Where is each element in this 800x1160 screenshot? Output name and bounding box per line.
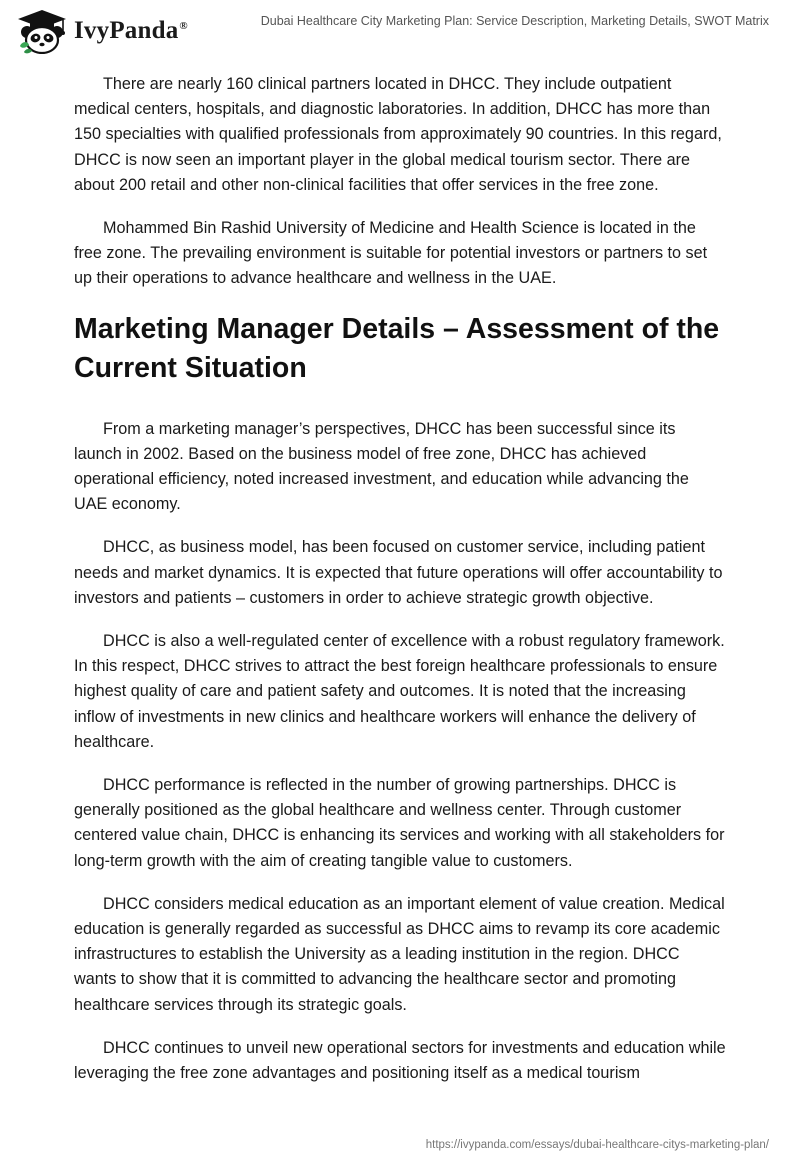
paragraph: Mohammed Bin Rashid University of Medicine and Health Science is located in the free zone. The prevailing environment is suitable for potential investors or partners to set up their operations to advance healthcare and wellness in the UAE. xyxy=(74,219,708,288)
panda-graduate-icon xyxy=(16,8,68,54)
paragraph: DHCC performance is reflected in the number of growing partnerships. DHCC is generally positioned as the global healthcare and wellness center. Through customer centered value chain, DHCC is enhancing its services and working with all stakeholders for long-term growth with the aim of creating tangible value to customers. xyxy=(74,776,725,870)
paragraph: DHCC continues to unveil new operational sectors for investments and education while leveraging the free zone advantages and positioning itself as a medical tourism xyxy=(74,1038,726,1083)
essay-content xyxy=(74,72,726,1104)
paragraph: DHCC is also a well-regulated center of excellence with a robust regulatory framework. In this respect, DHCC strives to attract the best foreign healthcare professionals to ensure highest quality of care and patient safety and outcomes. It is noted that the increasing inflow of investments in new clinics and healthcare workers will enhance the delivery of healthcare. xyxy=(74,632,725,751)
paragraph: DHCC considers medical education as an important element of value creation. Medical education is generally regarded as successful as DHCC aims to revamp its core academic infrastructures to establish the University as a leading institution in the region. DHCC wants to show that it is committed to advancing the healthcare sector and promoting healthcare services through its strategic goals. xyxy=(74,894,725,1014)
source-url[interactable]: https://ivypanda.com/essays/dubai-healthcare-citys-marketing-plan/ xyxy=(425,1139,769,1151)
logo-text: IvyPanda xyxy=(74,17,179,44)
page-header xyxy=(0,0,800,62)
section-heading: Marketing Manager Details – Assessment of the Current Situation xyxy=(74,312,720,384)
registered-mark: ® xyxy=(179,19,188,32)
paragraph: There are nearly 160 clinical partners located in DHCC. They include outpatient medical centers, hospitals, and diagnostic laboratories. In addition, DHCC has more than 150 specialties with qualified professionals from approximately 90 countries. In this regard, DHCC is now seen an important player in the global medical tourism sector. There are about 200 retail and other non-clinical facilities that offer services in the free zone. xyxy=(74,75,722,194)
logo-wordmark xyxy=(74,17,188,45)
paragraph: DHCC, as business model, has been focused on customer service, including patient needs and market dynamics. It is expected that future operations will offer accountability to investors and patients – customers in order to achieve strategic growth objective. xyxy=(74,538,723,607)
ivypanda-logo[interactable] xyxy=(16,8,188,54)
paragraph: From a marketing manager’s perspectives, DHCC has been successful since its launch in 2002. Based on the business model of free zone, DHCC has achieved operational efficiency, noted increased investment, and education while advancing the UAE economy. xyxy=(74,419,689,514)
document-title: Dubai Healthcare City Marketing Plan: Service Description, Marketing Details, SWOT Matrix xyxy=(260,14,769,28)
